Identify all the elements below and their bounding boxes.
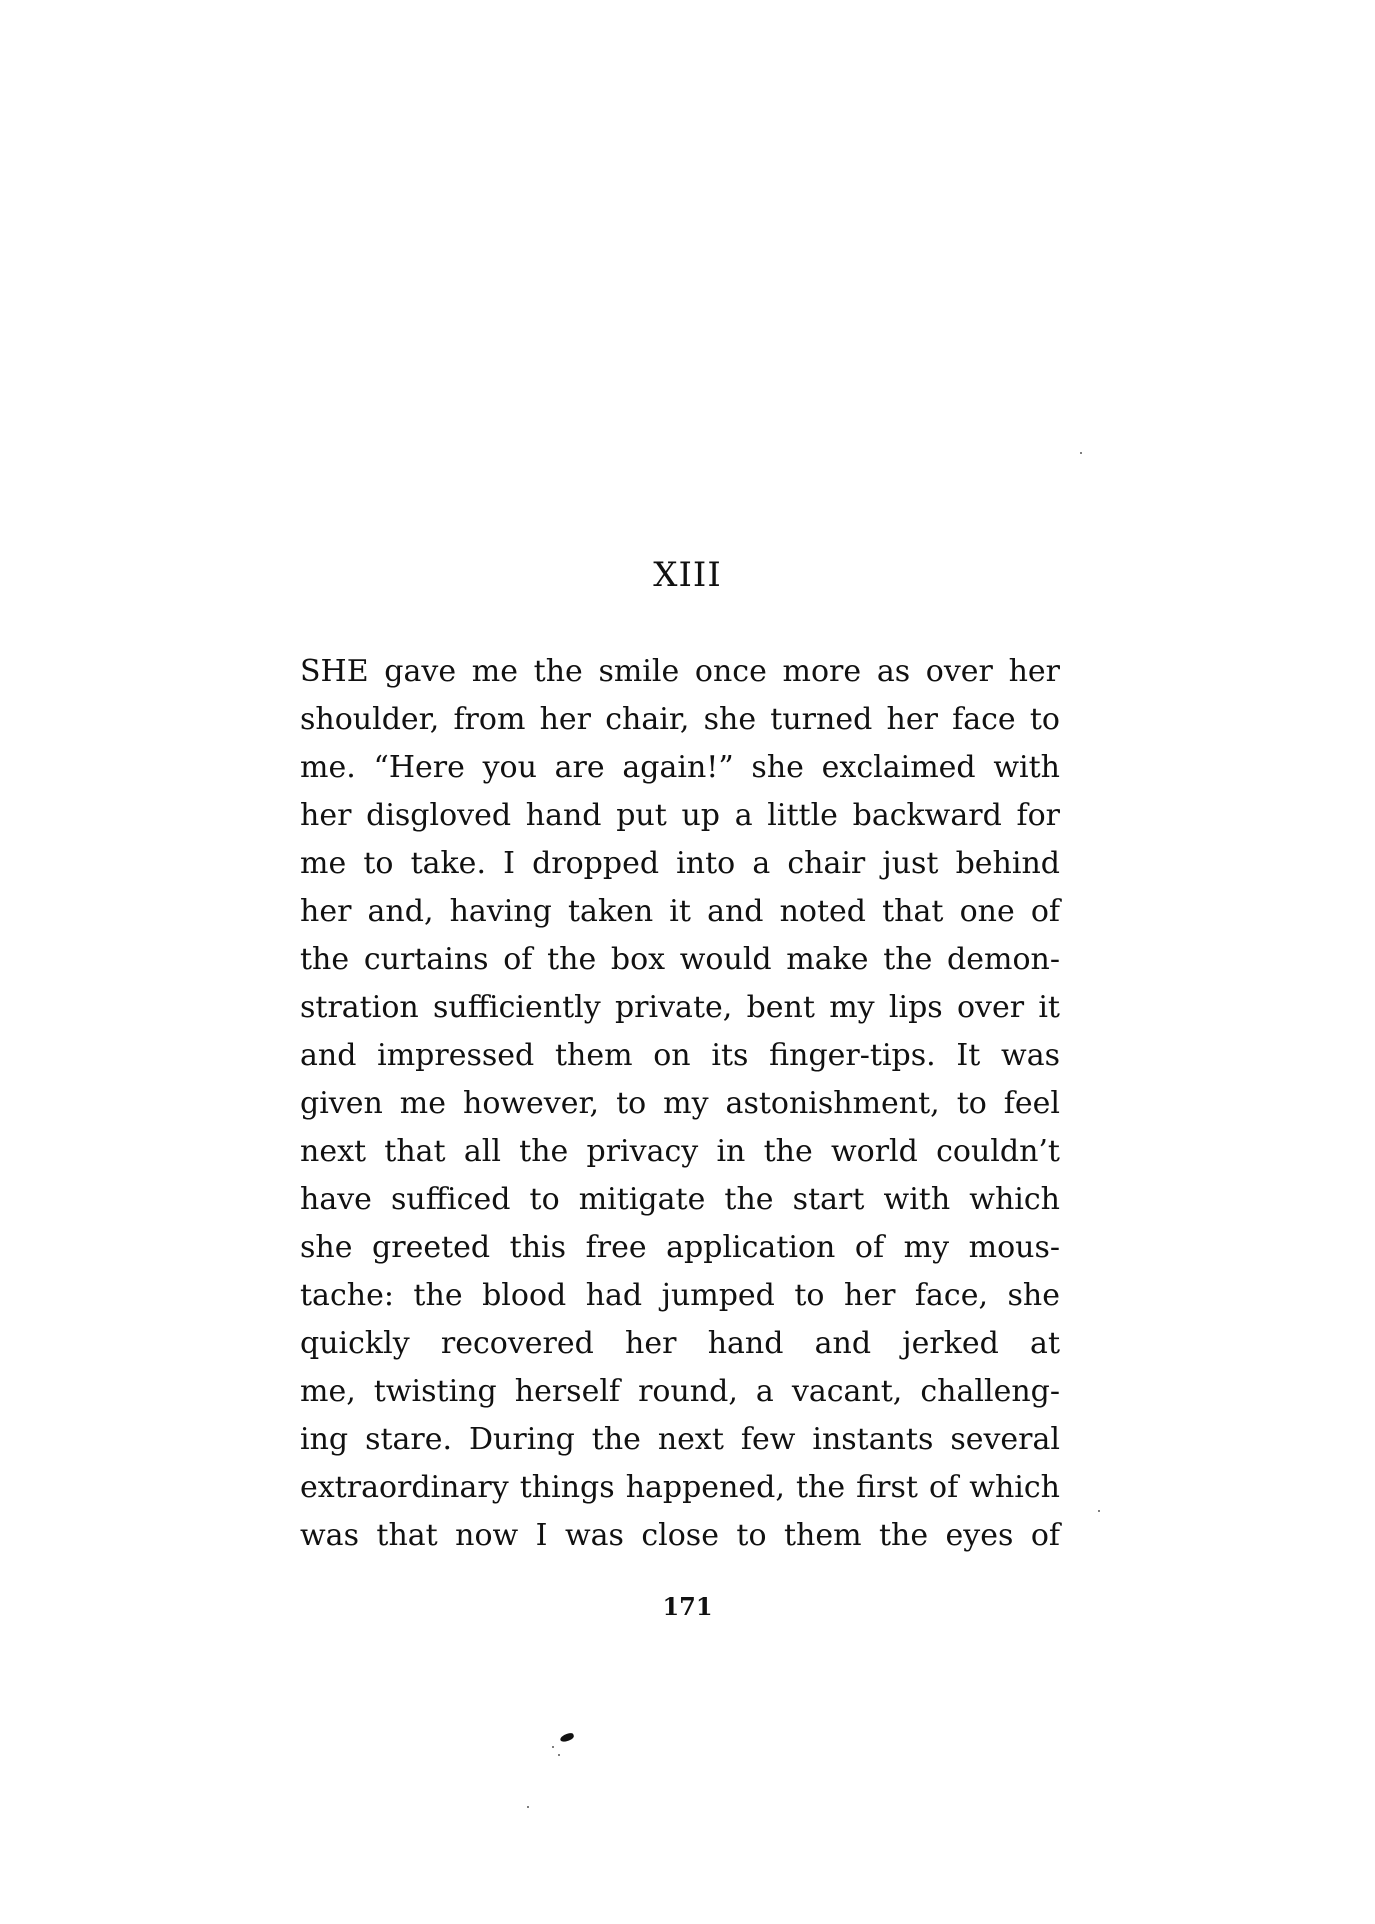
text-line: her disgloved hand put up a little backward for [300,798,1060,833]
text-line: next that all the privacy in the world couldn’t [300,1134,1060,1169]
text-line: ing stare. During the next few instants several [300,1422,1060,1457]
ink-blot [559,1732,574,1743]
text-line: stration sufficiently private, bent my lips over it [300,990,1060,1025]
ink-speck [1080,452,1082,454]
text-line: SHE gave me the smile once more as over her [300,654,1060,689]
text-line: was that now I was close to them the eyes of [300,1518,1060,1553]
text-line: shoulder, from her chair, she turned her face to [300,702,1060,737]
text-line: tache: the blood had jumped to her face, she [300,1278,1060,1313]
ink-speck [527,1806,529,1808]
text-line: me, twisting herself round, a vacant, challeng- [300,1374,1060,1409]
body-text [300,648,1060,1560]
text-line: me. “Here you are again!” she exclaimed with [300,750,1060,785]
text-line: quickly recovered her hand and jerked at [300,1326,1060,1361]
text-line: and impressed them on its finger-tips. It was [300,1038,1060,1073]
ink-speck [558,1754,560,1756]
text-line: have sufficed to mitigate the start with which [300,1182,1060,1217]
text-line: extraordinary things happened, the first of which [300,1470,1060,1505]
text-line: her and, having taken it and noted that one of [300,894,1060,929]
text-line: she greeted this free application of my mous- [300,1230,1060,1265]
text-line: given me however, to my astonishment, to feel [300,1086,1060,1121]
chapter-heading: XIII [653,555,722,595]
text-line: the curtains of the box would make the demon- [300,942,1060,977]
ink-speck [552,1746,554,1748]
text-line: me to take. I dropped into a chair just behind [300,846,1060,881]
ink-speck [1098,1510,1100,1512]
page-number: 171 [662,1592,713,1621]
